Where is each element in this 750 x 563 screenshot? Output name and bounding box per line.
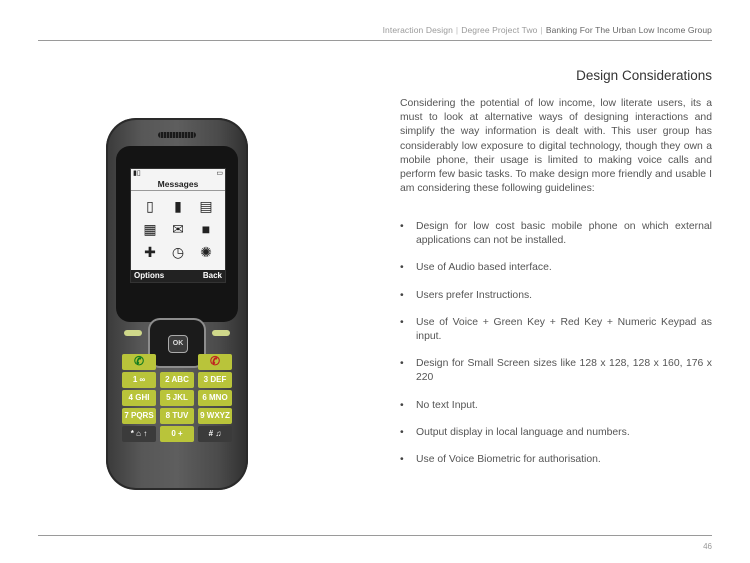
phone-screen bbox=[130, 168, 226, 283]
end-key bbox=[198, 354, 232, 370]
mail-icon: ✉ bbox=[172, 220, 184, 237]
key-6: 6 MNO bbox=[198, 390, 232, 406]
key-9: 9 WXYZ bbox=[198, 408, 232, 424]
radio-icon: ▤ bbox=[199, 197, 213, 214]
softkey-right-label: Back bbox=[202, 271, 222, 280]
clock-icon: ◷ bbox=[171, 244, 185, 261]
key-5: 5 JKL bbox=[160, 390, 194, 406]
call-icon: ✆ bbox=[133, 354, 145, 368]
folder-icon: ■ bbox=[201, 220, 211, 237]
call-key bbox=[122, 354, 156, 370]
header-topic: Banking For The Urban Low Income Group bbox=[545, 25, 712, 35]
top-divider bbox=[38, 40, 712, 41]
key-3: 3 DEF bbox=[198, 372, 232, 388]
key-8: 8 TUV bbox=[160, 408, 194, 424]
phone-icon: ▯ bbox=[146, 197, 154, 214]
key-7: 7 PQRS bbox=[122, 408, 156, 424]
battery-icon: ▭ bbox=[216, 170, 223, 177]
key-2: 2 ABC bbox=[160, 372, 194, 388]
key-4: 4 GHI bbox=[122, 390, 156, 406]
guideline-item: • Output display in local language and numbers. bbox=[400, 426, 712, 440]
right-softkey bbox=[212, 330, 230, 336]
status-bar bbox=[131, 169, 225, 178]
menu-grid bbox=[136, 194, 220, 264]
signal-icon: ▮▯ bbox=[133, 170, 141, 177]
left-softkey bbox=[124, 330, 142, 336]
key-hash: # ♫ bbox=[198, 426, 232, 442]
guidelines-list bbox=[400, 220, 712, 480]
end-call-icon: ✆ bbox=[209, 354, 221, 368]
puzzle-icon: ✚ bbox=[144, 244, 156, 261]
keypad bbox=[122, 354, 232, 454]
contacts-icon: ▦ bbox=[143, 220, 157, 237]
ok-key: OK bbox=[168, 335, 188, 353]
intro-paragraph: Considering the potential of low income, low literate users, its a must to look at alternative ways of designing interactions and simplify the way information is dealt with. This user group has considerably low exposure to digital technology, though they own a mobile phone, their usage is limited to making voice calls and perform few basic tasks. To make design more friendly and usable I am considering these following guidelines: bbox=[400, 98, 712, 195]
key-star: * ⌂ ↑ bbox=[122, 426, 156, 442]
bottom-divider bbox=[38, 535, 712, 536]
guideline-item: • Design for Small Screen sizes like 128 x 128, 128 x 160, 176 x 220 bbox=[400, 357, 712, 385]
softkey-left-label: Options bbox=[134, 271, 165, 280]
page-title: Design Considerations bbox=[576, 68, 712, 83]
key-0: 0 + bbox=[160, 426, 194, 442]
guideline-item: • Design for low cost basic mobile phone on which external applications can not be installed. bbox=[400, 220, 712, 248]
header-project: Degree Project Two bbox=[461, 25, 538, 35]
guideline-item: • Use of Voice Biometric for authorisation. bbox=[400, 453, 712, 467]
guideline-item: • Use of Voice + Green Key + Red Key + Numeric Keypad as input. bbox=[400, 316, 712, 344]
header-separator: | bbox=[455, 25, 459, 35]
guideline-item: • Use of Audio based interface. bbox=[400, 261, 712, 275]
speaker-grille bbox=[158, 132, 196, 138]
header-course: Interaction Design bbox=[382, 25, 453, 35]
screen-title: Messages bbox=[131, 179, 225, 191]
settings-icon: ✺ bbox=[200, 244, 212, 261]
key-1: 1 ∞ bbox=[122, 372, 156, 388]
page-header bbox=[383, 25, 712, 35]
sim-icon: ▮ bbox=[174, 197, 182, 214]
page-number: 46 bbox=[703, 542, 712, 551]
guideline-item: • Users prefer Instructions. bbox=[400, 289, 712, 303]
mobile-phone-image bbox=[106, 118, 248, 490]
guideline-item: • No text Input. bbox=[400, 399, 712, 413]
header-separator: | bbox=[540, 25, 543, 35]
softkey-bar bbox=[131, 270, 225, 282]
